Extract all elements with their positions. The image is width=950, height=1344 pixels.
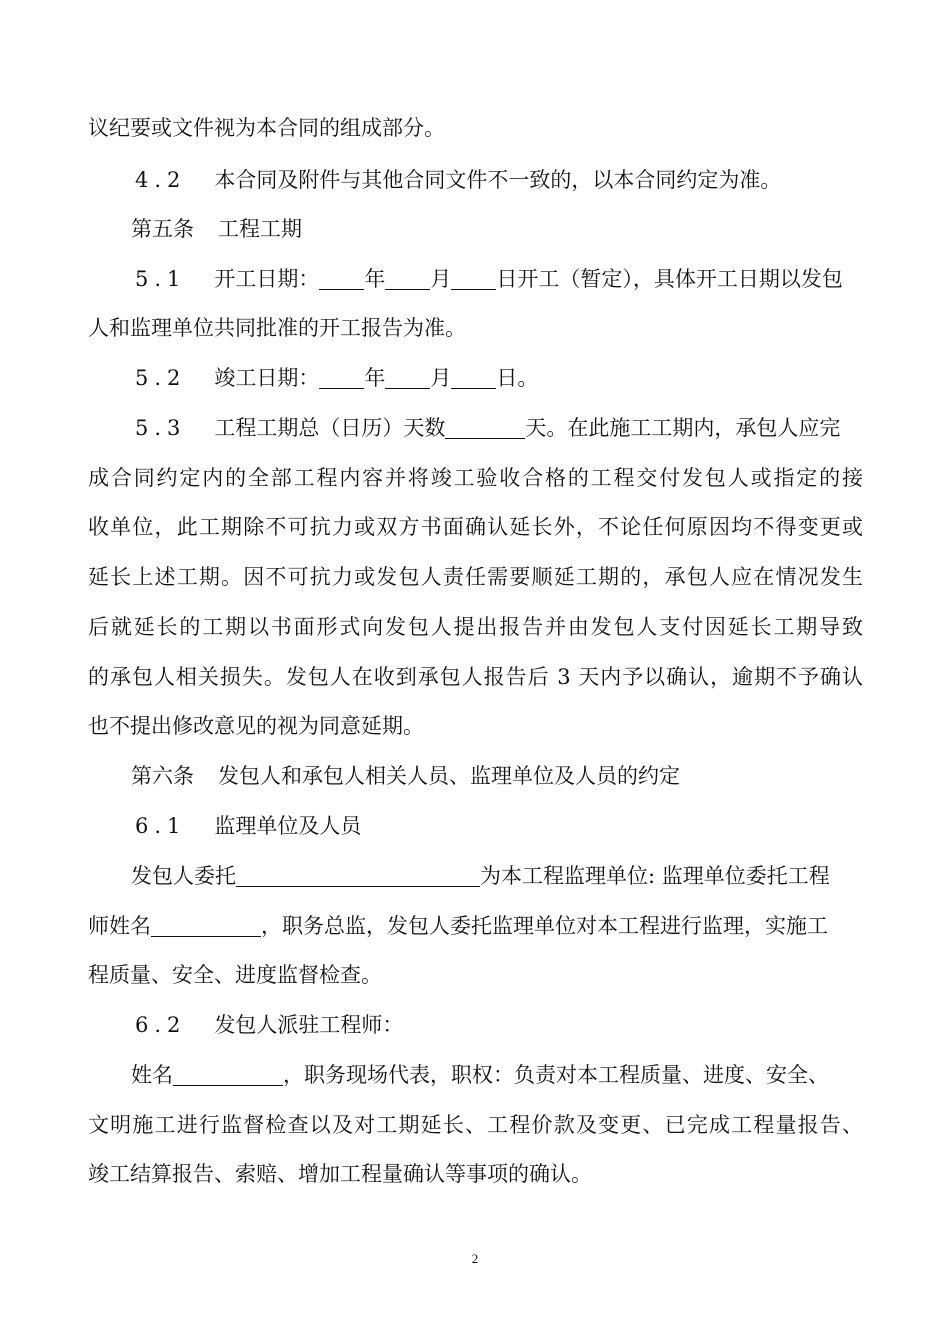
paragraph-text: 收单位，此工期除不可抗力或双方书面确认延长外，不论任何原因均不得变更或 [88, 515, 863, 539]
article-6-heading [131, 761, 863, 791]
field-label: 姓名 [131, 1063, 173, 1087]
field-label: 开工日期： [214, 267, 320, 291]
article-number: 第六条 [131, 764, 194, 788]
paragraph-text: 日开工（暂定），具体开工日期以发包 [496, 267, 843, 291]
text-line [88, 1110, 863, 1140]
clause-5-3 [131, 413, 863, 443]
clause-title: 监理单位及人员 [214, 814, 362, 838]
article-5-heading [131, 214, 863, 244]
text-line [88, 711, 863, 741]
text-line [88, 911, 863, 941]
completion-year-blank [319, 366, 364, 389]
start-year-blank [319, 267, 364, 290]
text-line [88, 1159, 863, 1189]
paragraph-text: 本合同及附件与其他合同文件不一致的，以本合同约定为准。 [214, 168, 782, 192]
clause-number: 6.2 [135, 1013, 187, 1037]
paragraph-text: 也不提出修改意见的视为同意延期。 [88, 714, 424, 738]
clause-number: 5.1 [135, 267, 187, 291]
field-label: 发包人委托 [131, 864, 236, 888]
clause-6-2 [131, 1010, 863, 1040]
clause-4-2 [131, 165, 863, 195]
engineer-name-blank [173, 1063, 283, 1086]
paragraph-text: ，职务现场代表，职权：负责对本工程质量、进度、安全、 [283, 1063, 829, 1087]
paragraph-text: 议纪要或文件视为本合同的组成部分。 [88, 116, 445, 140]
duration-days-blank [445, 416, 525, 439]
paragraph-text: ，职务总监，发包人委托监理单位对本工程进行监理，实施工 [261, 914, 828, 938]
text-line [88, 612, 863, 642]
paragraph-text: 成合同约定内的全部工程内容并将竣工验收合格的工程交付发包人或指定的接 [88, 466, 863, 490]
article-title: 工程工期 [218, 217, 302, 241]
clause-number: 5.2 [135, 366, 187, 390]
text-line [88, 512, 863, 542]
field-label: 师姓名 [88, 914, 151, 938]
text-line [88, 960, 863, 990]
paragraph-text: 后就延长的工期以书面形式向发包人提出报告并由发包人支付因延长工期导致 [88, 615, 863, 639]
clause-number: 5.3 [135, 416, 187, 440]
paragraph-text: 文明施工进行监督检查以及对工期延长、工程价款及变更、已完成工程量报告、 [88, 1113, 863, 1137]
text-line [88, 562, 863, 592]
unit-text: 年 [364, 366, 386, 390]
text-line [88, 113, 863, 143]
completion-month-blank [385, 366, 430, 389]
paragraph-text: 为本工程监理单位: 监理单位委托工程 [480, 864, 830, 888]
clause-6-1 [131, 811, 863, 841]
text-line [131, 861, 863, 891]
supervision-unit-blank [236, 864, 480, 887]
field-label: 工程工期总（日历）天数 [214, 416, 446, 440]
unit-text: 年 [364, 267, 386, 291]
field-label: 竣工日期： [214, 366, 320, 390]
paragraph-text: 的承包人相关损失。发包人在收到承包人报告后 3 天内予以确认，逾期不予确认 [88, 665, 863, 689]
start-month-blank [385, 267, 430, 290]
start-day-blank [451, 267, 496, 290]
clause-number: 6.1 [135, 814, 187, 838]
unit-text: 月 [430, 267, 452, 291]
paragraph-text: 程质量、安全、进度监督检查。 [88, 963, 382, 987]
clause-number: 4.2 [135, 168, 187, 192]
text-line [131, 1060, 863, 1090]
text-line [88, 662, 863, 692]
page-number: 2 [471, 1251, 479, 1266]
paragraph-text: 竣工结算报告、索赔、增加工程量确认等事项的确认。 [88, 1162, 592, 1186]
text-line [88, 313, 863, 343]
paragraph-text: 天。在此施工工期内，承包人应完 [525, 416, 841, 440]
unit-text: 日。 [496, 366, 539, 390]
unit-text: 月 [430, 366, 452, 390]
clause-5-1 [131, 264, 863, 294]
paragraph-text: 延长上述工期。因不可抗力或发包人责任需要顺延工期的，承包人应在情况发生 [88, 565, 863, 589]
completion-day-blank [451, 366, 496, 389]
clause-5-2 [131, 363, 863, 393]
article-title: 发包人和承包人相关人员、监理单位及人员的约定 [218, 764, 680, 788]
paragraph-text: 人和监理单位共同批准的开工报告为准。 [88, 316, 466, 340]
clause-title: 发包人派驻工程师： [214, 1013, 404, 1037]
article-number: 第五条 [131, 217, 194, 241]
chief-supervisor-name-blank [151, 914, 261, 937]
text-line [88, 463, 863, 493]
